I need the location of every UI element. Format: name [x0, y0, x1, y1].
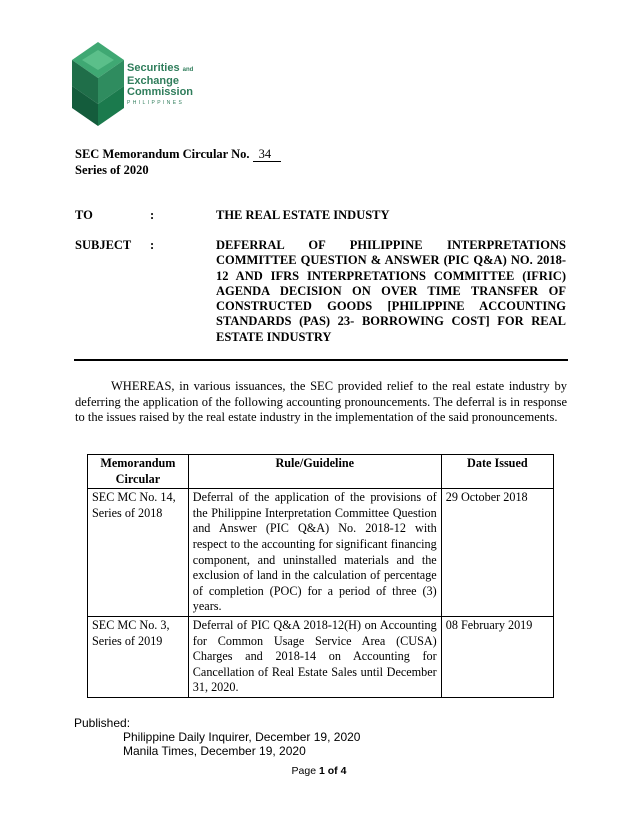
- cell-date: 29 October 2018: [441, 489, 553, 617]
- sec-logo-icon: [70, 42, 126, 126]
- cell-rule: Deferral of the application of the provisions of the Philippine Interpretation Committee Question and Answer (PIC Q&A) No. 2018-12 with respect to the accounting for significant financing component, and uninstalled materials and the exclusion of land in the calculation of percentage of completion (POC) for a period of three (3) years.: [188, 489, 441, 617]
- page-number: [0, 765, 638, 777]
- table-header-row: [88, 455, 554, 489]
- published-label: Published:: [74, 716, 131, 730]
- cell-date: 08 February 2019: [441, 616, 553, 697]
- published-item: Manila Times, December 19, 2020: [123, 744, 306, 758]
- to-value: THE REAL ESTATE INDUSTY: [216, 208, 390, 222]
- memo-title: SEC Memorandum Circular No.: [75, 147, 250, 161]
- page-total: 4: [340, 765, 347, 777]
- whereas-text: WHEREAS, in various issuances, the SEC provided relief to the real estate industry by deferring the application of the following accounting pronouncements. The deferral is in response to the issues raised by the real estate industry in the implementation of the said pronouncements.: [75, 379, 567, 424]
- page-prefix: Page: [291, 765, 317, 777]
- logo-country: PHILIPPINES: [127, 100, 185, 106]
- header-rule: Rule/Guideline: [188, 455, 441, 489]
- header-date: Date Issued: [441, 455, 553, 489]
- logo-line3: Commission: [127, 86, 194, 98]
- published-block: [74, 716, 360, 758]
- deferral-table: [87, 454, 554, 698]
- divider: [74, 359, 568, 361]
- whereas-paragraph: [75, 379, 567, 426]
- subject-label: SUBJECT: [75, 238, 132, 252]
- memo-heading: [75, 146, 281, 178]
- page-of: of: [327, 765, 338, 777]
- logo-line2: Exchange: [127, 75, 179, 87]
- logo-and: and: [182, 67, 194, 73]
- memo-series: Series of 2020: [75, 163, 149, 177]
- to-label: TO: [75, 208, 93, 222]
- header-circular: Memorandum Circular: [88, 455, 189, 489]
- table-row: [88, 616, 554, 697]
- table-row: [88, 489, 554, 617]
- subject-value: DEFERRAL OF PHILIPPINE INTERPRETATIONS COMMITTEE QUESTION & ANSWER (PIC Q&A) NO. 2018-12 AND IFRS INTERPRETATIONS COMMITTEE (IFRIC) AGENDA DECISION ON OVER TIME TRANSFER OF CONSTRUCTED GOODS [PHILIPPINE ACCOUNTING STANDARDS (PAS) 23- BORROWING COST] FOR REAL ESTATE INDUSTRY: [216, 238, 566, 344]
- memo-number: 34: [253, 148, 282, 162]
- cell-rule: Deferral of PIC Q&A 2018-12(H) on Accounting for Common Usage Service Area (CUSA) Charges and 2018-14 on Accounting for Cancellation of Real Estate Sales until December 31, 2020.: [188, 616, 441, 697]
- published-item: Philippine Daily Inquirer, December 19, 2020: [123, 730, 361, 744]
- cell-circular: SEC MC No. 14, Series of 2018: [88, 489, 189, 617]
- page-current: 1: [319, 765, 325, 777]
- subject-colon: :: [150, 238, 155, 252]
- sec-logo-wordmark: [127, 63, 193, 109]
- cell-circular: SEC MC No. 3, Series of 2019: [88, 616, 189, 697]
- logo-line1: Securities: [127, 62, 180, 74]
- to-colon: :: [150, 208, 155, 222]
